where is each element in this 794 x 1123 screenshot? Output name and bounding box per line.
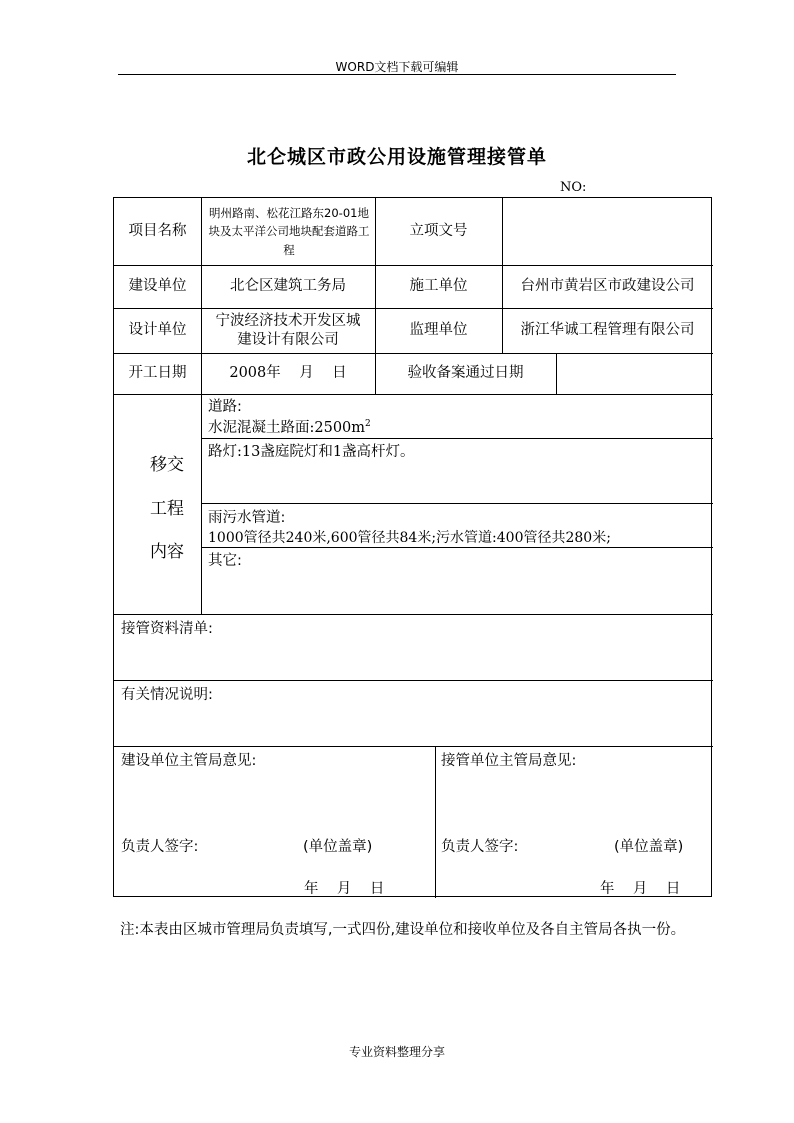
pipe-title: 雨污水管道: <box>208 510 286 526</box>
footnote: 注:本表由区城市管理局负责填写,一式四份,建设单位和接收单位及各自主管局各执一份。 <box>120 922 686 938</box>
page-header: WORD文档下载可编辑 <box>335 60 459 74</box>
construction-unit-label: 施工单位 <box>409 277 468 294</box>
left-date: 年 月 日 <box>304 881 385 897</box>
build-unit-opinion-title: 建设单位主管局意见: <box>121 753 257 769</box>
number-label: NO: <box>560 180 587 195</box>
street-light-detail: 路灯:13盏庭院灯和1盏高杆灯。 <box>208 444 415 460</box>
left-seal-label: (单位盖章) <box>303 839 373 855</box>
road-title: 道路: <box>208 399 242 415</box>
right-seal-label: (单位盖章) <box>614 839 684 855</box>
transfer-label-line1: 移交 <box>150 455 184 475</box>
takeover-unit-opinion-title: 接管单位主管局意见: <box>441 753 577 769</box>
area-superscript: 2 <box>365 419 371 430</box>
approval-doc-label: 立项文号 <box>409 222 468 239</box>
right-signer-label: 负责人签字: <box>441 839 519 855</box>
supervision-unit-label: 监理单位 <box>409 321 468 338</box>
design-unit-value: 宁波经济技术开发区城建设计有限公司 <box>215 313 361 348</box>
approval-doc-value <box>502 198 713 265</box>
transfer-label-line3: 内容 <box>150 542 184 562</box>
acceptance-date-label: 验收备案通过日期 <box>407 364 524 381</box>
pipe-detail: 1000管径共240米,600管径共84米;污水管道:400管径共280米; <box>208 530 611 546</box>
build-unit-value: 北仑区建筑工务局 <box>230 277 346 294</box>
supervision-unit-value: 浙江华诚工程管理有限公司 <box>520 321 695 338</box>
acceptance-date-value <box>556 353 713 394</box>
situation-label: 有关情况说明: <box>121 687 213 703</box>
road-detail: 水泥混凝土路面$:2500m^2$ <box>208 419 371 436</box>
right-date: 年 月 日 <box>600 881 681 897</box>
build-unit-label: 建设单位 <box>128 277 187 294</box>
page-footer: 专业资料整理分享 <box>348 1045 445 1059</box>
transfer-label-line2: 工程 <box>150 499 184 519</box>
project-name-value: 明州路南、松花江路东20-01地块及太平洋公司地块配套道路工程 <box>208 205 370 257</box>
takeover-docs-label: 接管资料清单: <box>121 621 213 637</box>
other-title: 其它: <box>208 553 242 569</box>
header-divider <box>118 74 676 75</box>
start-date-value: 2008年 月 日 <box>229 364 347 381</box>
project-name-label: 项目名称 <box>128 222 187 239</box>
handover-form-table <box>113 197 712 897</box>
start-date-label: 开工日期 <box>128 364 187 381</box>
construction-unit-value: 台州市黄岩区市政建设公司 <box>520 277 695 294</box>
design-unit-label: 设计单位 <box>128 321 187 338</box>
left-signer-label: 负责人签字: <box>121 839 199 855</box>
document-title: 北仑城区市政公用设施管理接管单 <box>246 146 547 168</box>
